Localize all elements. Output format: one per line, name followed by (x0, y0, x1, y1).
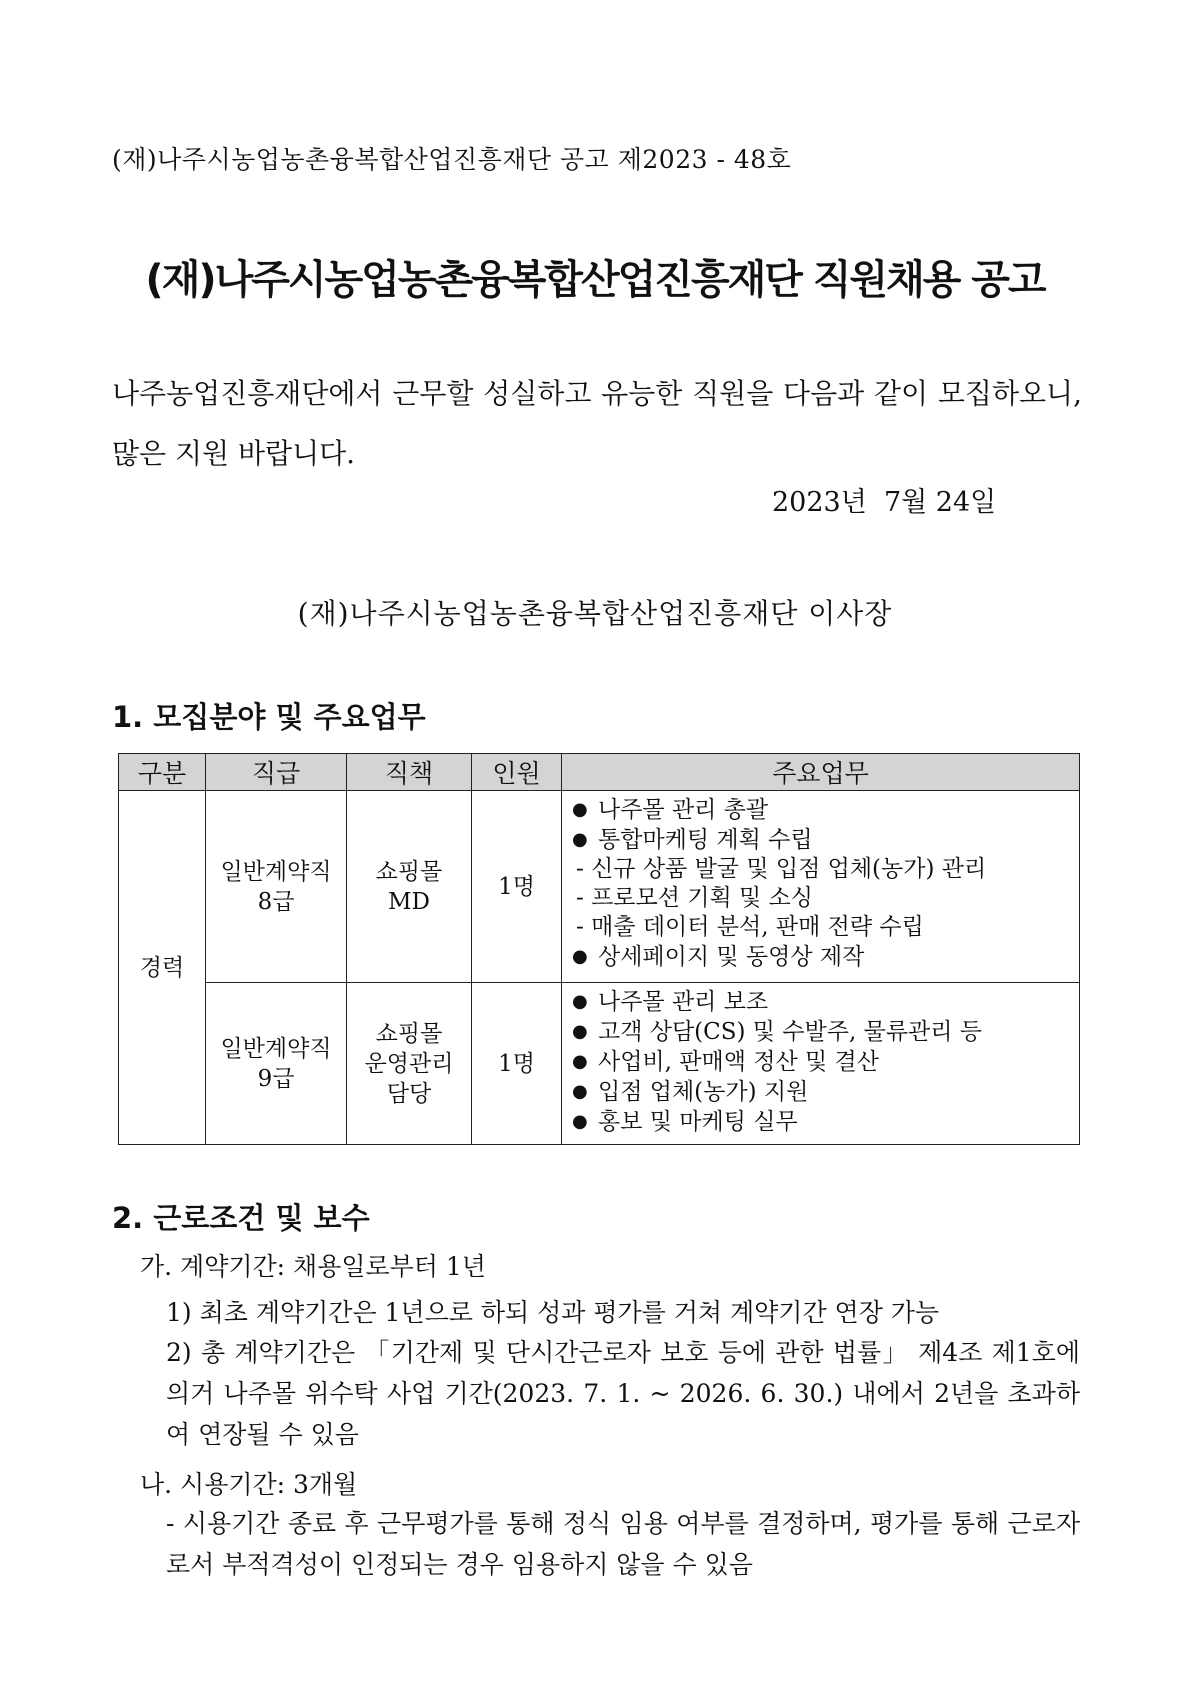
probation-period: 나. 시용기간: 3개월 (140, 1470, 358, 1499)
header-count: 인원 (472, 754, 562, 791)
section-1-title: 1. 모집분야 및 주요업무 (112, 700, 426, 734)
document-title: (재)나주시농업농촌융복합산업진흥재단 직원채용 공고 (145, 257, 1045, 303)
duty-item: ● 나주몰 관리 보조 (572, 989, 769, 1015)
position-cell (347, 791, 472, 983)
position-line: MD (388, 888, 430, 915)
contract-period: 가. 계약기간: 채용일로부터 1년 (140, 1252, 486, 1281)
bullet-icon: ● (572, 1051, 588, 1072)
notice-number: (재)나주시농업농촌융복합산업진흥재단 공고 제2023 - 48호 (112, 145, 792, 174)
duty-subitem: - 신규 상품 발굴 및 입점 업체(농가) 관리 (576, 856, 987, 882)
position-cell (347, 983, 472, 1145)
grade-line: 8급 (257, 888, 295, 915)
position-line: 담당 (386, 1080, 432, 1107)
position-line: 운영관리 (364, 1050, 454, 1077)
duty-item: ● 홍보 및 마케팅 실무 (572, 1109, 798, 1135)
category-cell (119, 791, 206, 1145)
grade-line: 일반계약직 (220, 858, 332, 885)
intro-paragraph: 나주농업진흥재단에서 근무할 성실하고 유능한 직원을 다음과 같이 모집하오니, 많은 지원 바랍니다. (112, 377, 1082, 470)
grade-line: 일반계약직 (220, 1035, 332, 1062)
count-cell (472, 791, 562, 983)
duties-cell (562, 983, 1080, 1145)
grade-cell (206, 791, 347, 983)
contract-item-1: 1) 최초 계약기간은 1년으로 하되 성과 평가를 거쳐 계약기간 연장 가능 (166, 1298, 940, 1327)
position-line: 쇼핑몰 (375, 858, 443, 885)
position-line: 쇼핑몰 (375, 1020, 443, 1047)
bullet-icon: ● (572, 946, 588, 967)
duty-item: ● 입점 업체(농가) 지원 (572, 1079, 809, 1105)
contract-item-2: 2) 총 계약기간은 「기간제 및 단시간근로자 보호 등에 관한 법률」 제4조 제1호에 의거 나주몰 위수탁 사업 기간(2023. 7. 1. ~ 2026. 6. 30.) 내에서 2년을 초과하여 연장될 수 있음 (166, 1338, 1080, 1449)
bullet-icon: ● (572, 799, 588, 820)
duty-item: ● 사업비, 판매액 정산 및 결산 (572, 1049, 879, 1075)
duty-item: ● 통합마케팅 계획 수립 (572, 827, 813, 853)
table-row (119, 983, 1080, 1145)
bullet-icon: ● (572, 1111, 588, 1132)
probation-note: - 시용기간 종료 후 근무평가를 통해 정식 임용 여부를 결정하며, 평가를 통해 근로자로서 부적격성이 인정되는 경우 임용하지 않을 수 있음 (166, 1509, 1080, 1579)
table-row (119, 791, 1080, 983)
grade-line: 9급 (257, 1065, 295, 1092)
header-grade: 직급 (206, 754, 347, 791)
section-2-title: 2. 근로조건 및 보수 (112, 1201, 370, 1235)
duty-subitem: - 매출 데이터 분석, 판매 전략 수립 (576, 914, 924, 940)
count-value: 1명 (498, 873, 535, 900)
header-position: 직책 (347, 754, 472, 791)
duty-item: ● 나주몰 관리 총괄 (572, 797, 769, 823)
category-label: 경력 (139, 954, 185, 981)
count-value: 1명 (498, 1050, 535, 1077)
bullet-icon: ● (572, 991, 588, 1012)
bullet-icon: ● (572, 1021, 588, 1042)
header-category: 구분 (119, 754, 206, 791)
duty-subitem: - 프로모션 기획 및 소싱 (576, 885, 813, 911)
duty-item: ● 상세페이지 및 동영상 제작 (572, 944, 865, 970)
duty-item: ● 고객 상담(CS) 및 수발주, 물류관리 등 (572, 1019, 983, 1045)
bullet-icon: ● (572, 1081, 588, 1102)
announcement-date: 2023년 7월 24일 (772, 487, 997, 518)
signer: (재)나주시농업농촌융복합산업진흥재단 이사장 (297, 597, 893, 630)
table-header-row (119, 754, 1080, 791)
grade-cell (206, 983, 347, 1145)
duties-cell (562, 791, 1080, 983)
header-duties: 주요업무 (562, 754, 1080, 791)
recruitment-table (118, 753, 1080, 1145)
count-cell (472, 983, 562, 1145)
bullet-icon: ● (572, 829, 588, 850)
